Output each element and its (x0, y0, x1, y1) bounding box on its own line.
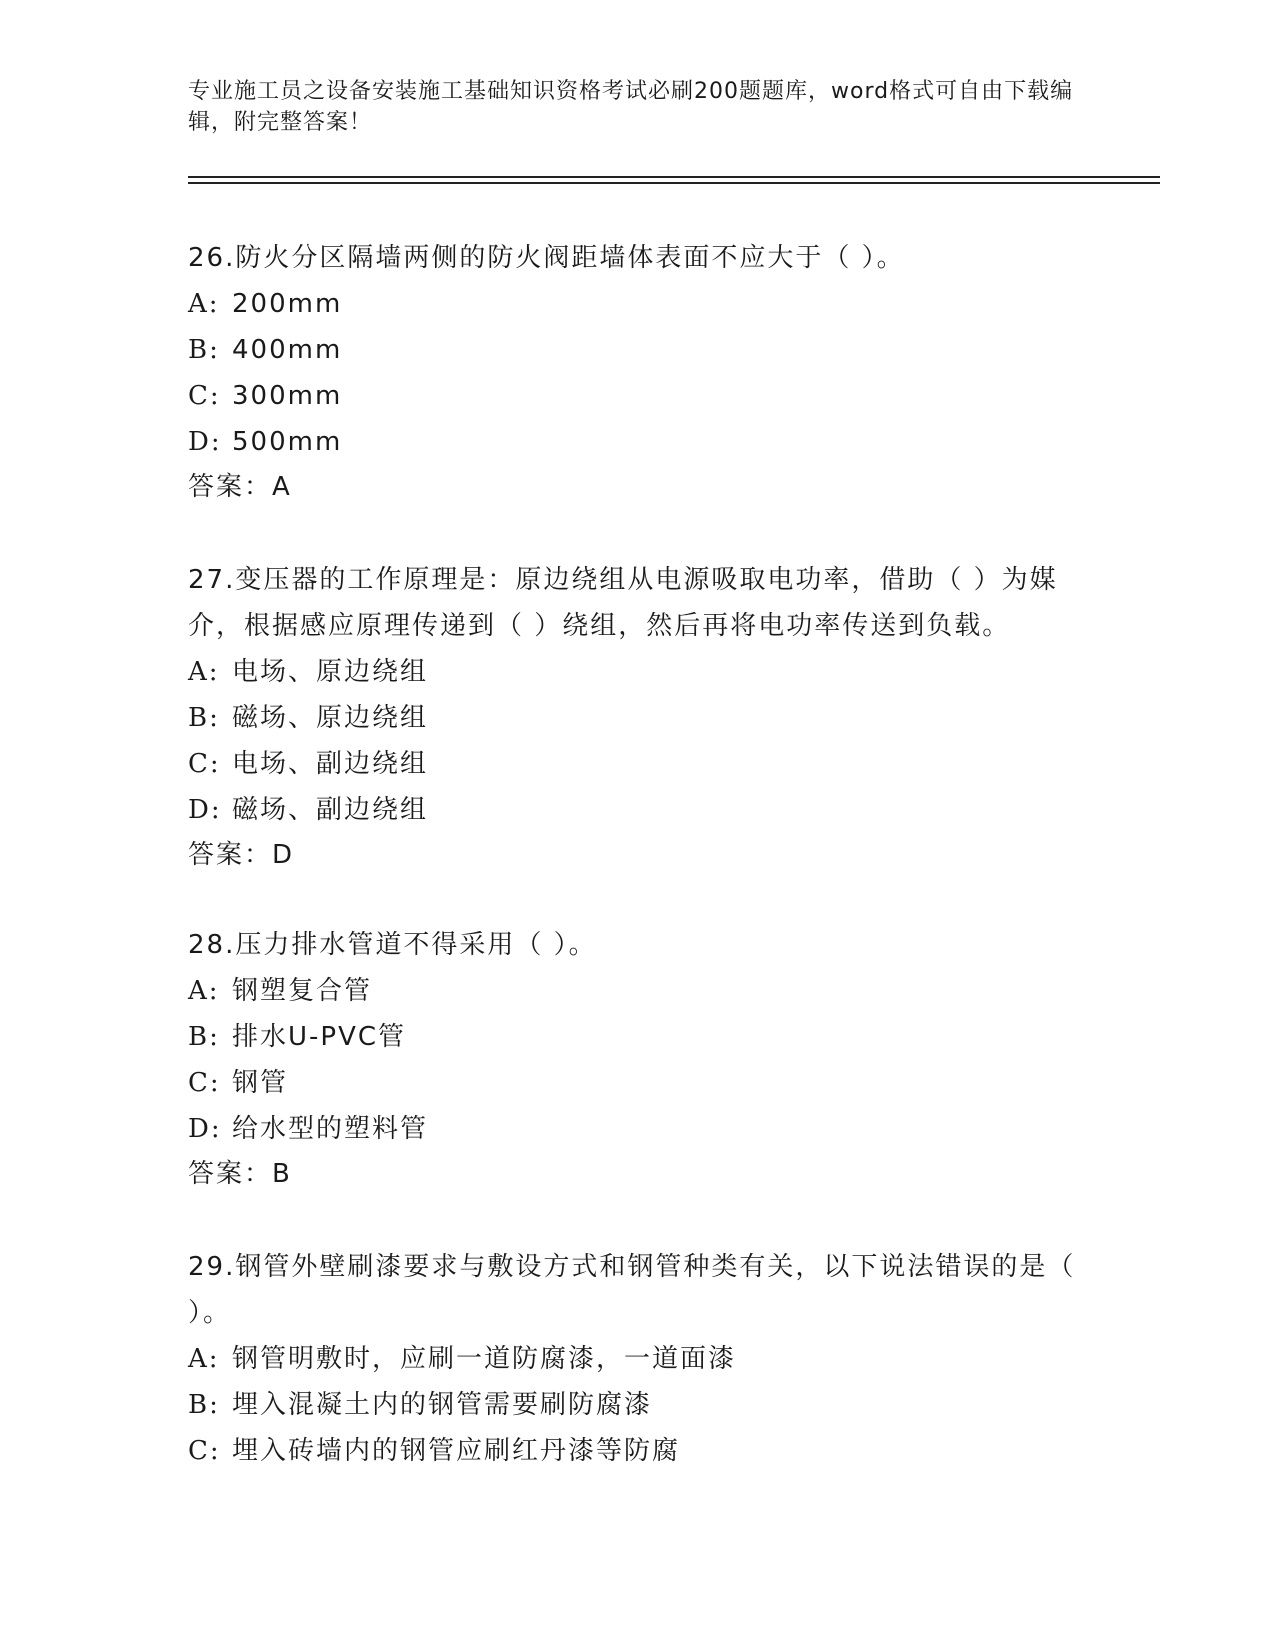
option-a (188, 968, 1088, 1014)
option-text: 排水U-PVC管 (232, 1022, 407, 1052)
option-text: 磁场、原边绕组 (232, 703, 429, 733)
answer-line: 答案：B (188, 1159, 292, 1189)
header-divider-top (188, 176, 1160, 178)
option-key: C: (188, 749, 221, 779)
option-d (188, 787, 1088, 833)
option-b (188, 327, 1088, 373)
option-text: 埋入混凝土内的钢管需要刷防腐漆 (232, 1390, 653, 1420)
document-header: 专业施工员之设备安装施工基础知识资格考试必刷200题题库，word格式可自由下载编辑，附完整答案！ (188, 79, 1074, 135)
option-a (188, 281, 1088, 327)
option-key: A: (188, 657, 220, 687)
option-c (188, 741, 1088, 787)
answer-line: 答案：D (188, 840, 295, 870)
option-text: 300mm (232, 381, 343, 411)
option-a (188, 1336, 1088, 1382)
question-stem: 29.钢管外壁刷漆要求与敷设方式和钢管种类有关，以下说法错误的是（ ）。 (188, 1252, 1076, 1328)
option-text: 钢管 (232, 1068, 289, 1098)
option-key: B: (188, 335, 220, 365)
option-text: 电场、副边绕组 (232, 749, 429, 779)
question-stem: 27.变压器的工作原理是：原边绕组从电源吸取电功率，借助（ ）为媒介，根据感应原理传递到（ ）绕组，然后再将电功率传送到负载。 (188, 565, 1058, 641)
option-text: 给水型的塑料管 (232, 1114, 429, 1144)
option-c (188, 1428, 1088, 1474)
option-c (188, 373, 1088, 419)
question-27 (188, 557, 1088, 877)
option-key: A: (188, 289, 220, 319)
option-key: B: (188, 1390, 220, 1420)
option-text: 钢塑复合管 (232, 976, 373, 1006)
question-28 (188, 922, 1088, 1196)
question-stem: 26.防火分区隔墙两侧的防火阀距墙体表面不应大于（ ）。 (188, 243, 905, 273)
option-text: 磁场、副边绕组 (232, 795, 429, 825)
option-key: C: (188, 1436, 221, 1466)
option-b (188, 1014, 1088, 1060)
option-text: 钢管明敷时，应刷一道防腐漆，一道面漆 (232, 1344, 737, 1374)
option-text: 埋入砖墙内的钢管应刷红丹漆等防腐 (232, 1436, 681, 1466)
question-26 (188, 235, 1088, 509)
option-key: D: (188, 795, 222, 825)
option-b (188, 695, 1088, 741)
answer-line: 答案：A (188, 472, 292, 502)
option-a (188, 649, 1088, 695)
question-29 (188, 1244, 1088, 1474)
option-c (188, 1060, 1088, 1106)
option-key: C: (188, 1068, 221, 1098)
option-text: 200mm (232, 289, 343, 319)
option-text: 500mm (232, 427, 343, 457)
option-key: B: (188, 1022, 220, 1052)
option-d (188, 419, 1088, 465)
option-text: 电场、原边绕组 (232, 657, 429, 687)
option-key: C: (188, 381, 221, 411)
option-text: 400mm (232, 335, 343, 365)
option-d (188, 1106, 1088, 1152)
header-divider-bottom (188, 182, 1160, 184)
option-key: D: (188, 1114, 222, 1144)
option-key: A: (188, 976, 220, 1006)
option-key: A: (188, 1344, 220, 1374)
question-stem: 28.压力排水管道不得采用（ ）。 (188, 930, 597, 960)
option-key: D: (188, 427, 222, 457)
option-key: B: (188, 703, 220, 733)
option-b (188, 1382, 1088, 1428)
